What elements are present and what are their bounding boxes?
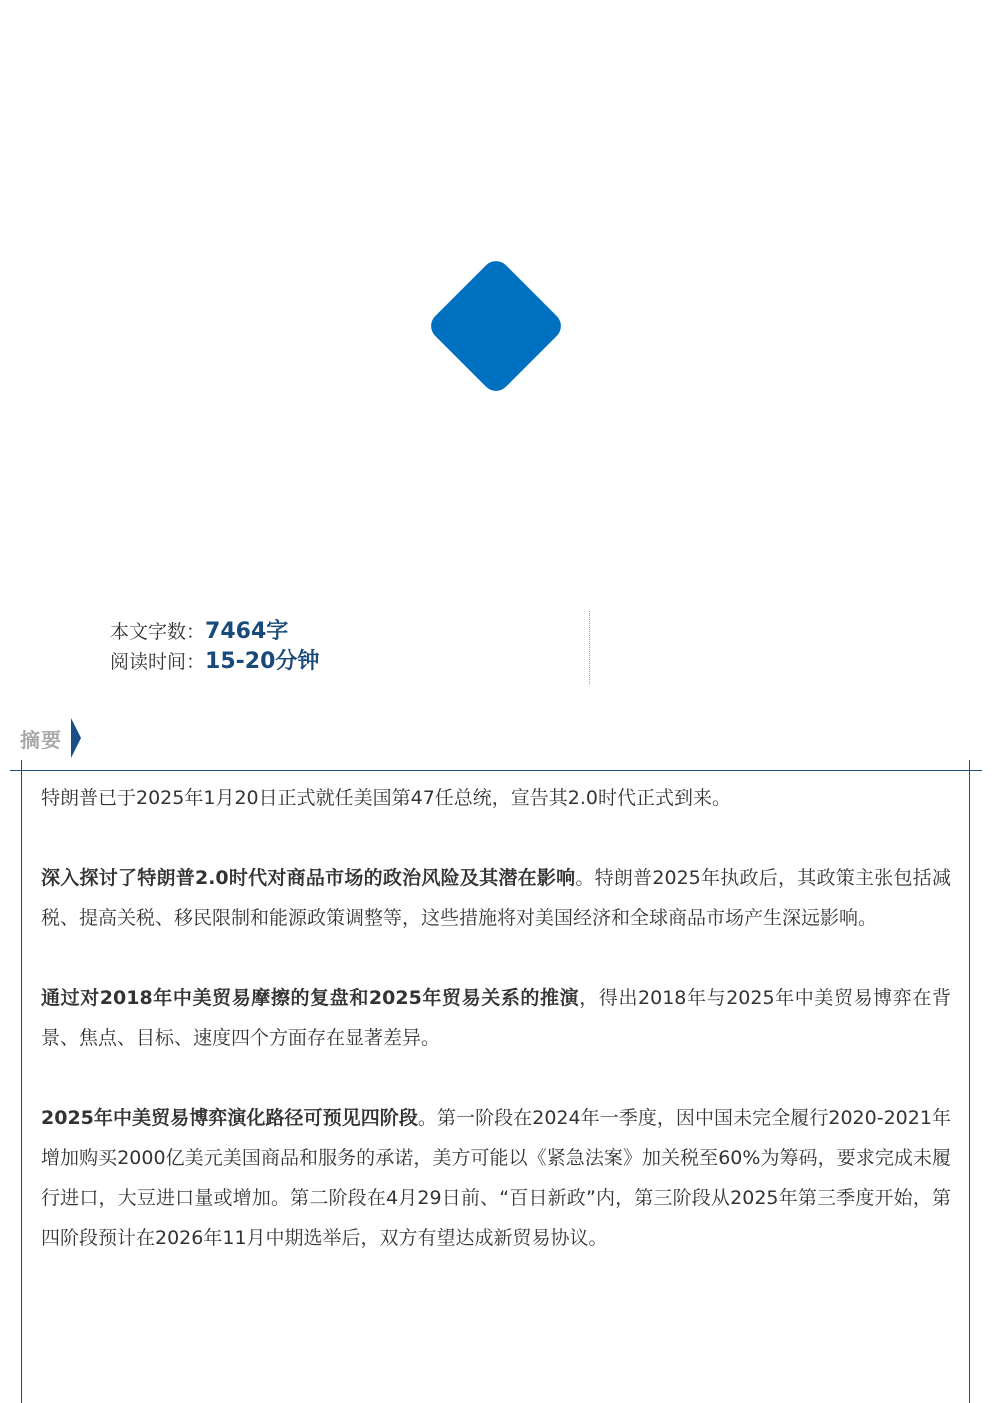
abstract-left-border <box>21 760 22 1403</box>
abstract-paragraph <box>41 858 951 938</box>
abstract-paragraph <box>41 978 951 1058</box>
paragraph-text: ，得出2018年与2025年中美贸易博弈在背景、焦点、目标、速度四个方面存在显著差异。 <box>41 987 951 1049</box>
reading-time-value: 15-20分钟 <box>205 649 320 674</box>
abstract-body <box>41 778 951 1298</box>
abstract-right-border <box>969 760 970 1403</box>
reading-meta <box>110 617 319 677</box>
paragraph-text: 。第一阶段在2024年一季度，因中国未完全履行2020-2021年增加购买2000亿美元美国商品和服务的承诺，美方可能以《紧急法案》加关税至60%为筹码，要求完成未履行进口，大豆进口量或增加。第二阶段在4月29日前、“百日新政”内，第三阶段从2025年第三季度开始，第四阶段预计在2026年11月中期选举后，双方有望达成新贸易协议。 <box>41 1107 952 1249</box>
paragraph-text: 。特朗普2025年执政后，其政策主张包括减税、提高关税、移民限制和能源政策调整等，这些措施将对美国经济和全球商品市场产生深远影响。 <box>41 867 951 929</box>
diamond-logo-icon <box>425 255 567 397</box>
meta-divider <box>589 611 590 684</box>
word-count-row <box>110 617 319 647</box>
word-count-value: 7464字 <box>205 619 289 644</box>
reading-time-label: 阅读时间： <box>110 651 206 673</box>
paragraph-text: 特朗普已于2025年1月20日正式就任美国第47任总统，宣告其2.0时代正式到来。 <box>41 787 732 809</box>
abstract-paragraph <box>41 778 951 818</box>
paragraph-lead: 深入探讨了特朗普2.0时代对商品市场的政治风险及其潜在影响 <box>41 867 576 889</box>
paragraph-lead: 通过对2018年中美贸易摩擦的复盘和2025年贸易关系的推演 <box>41 987 580 1009</box>
abstract-title: 摘要 <box>20 727 62 752</box>
abstract-paragraph <box>41 1098 951 1258</box>
word-count-label: 本文字数： <box>110 621 206 643</box>
tab-arrow-icon <box>71 718 81 758</box>
abstract-tab <box>20 720 81 756</box>
paragraph-lead: 2025年中美贸易博弈演化路径可预见四阶段 <box>41 1107 418 1129</box>
abstract-top-rule <box>10 770 982 771</box>
reading-time-row <box>110 647 319 677</box>
